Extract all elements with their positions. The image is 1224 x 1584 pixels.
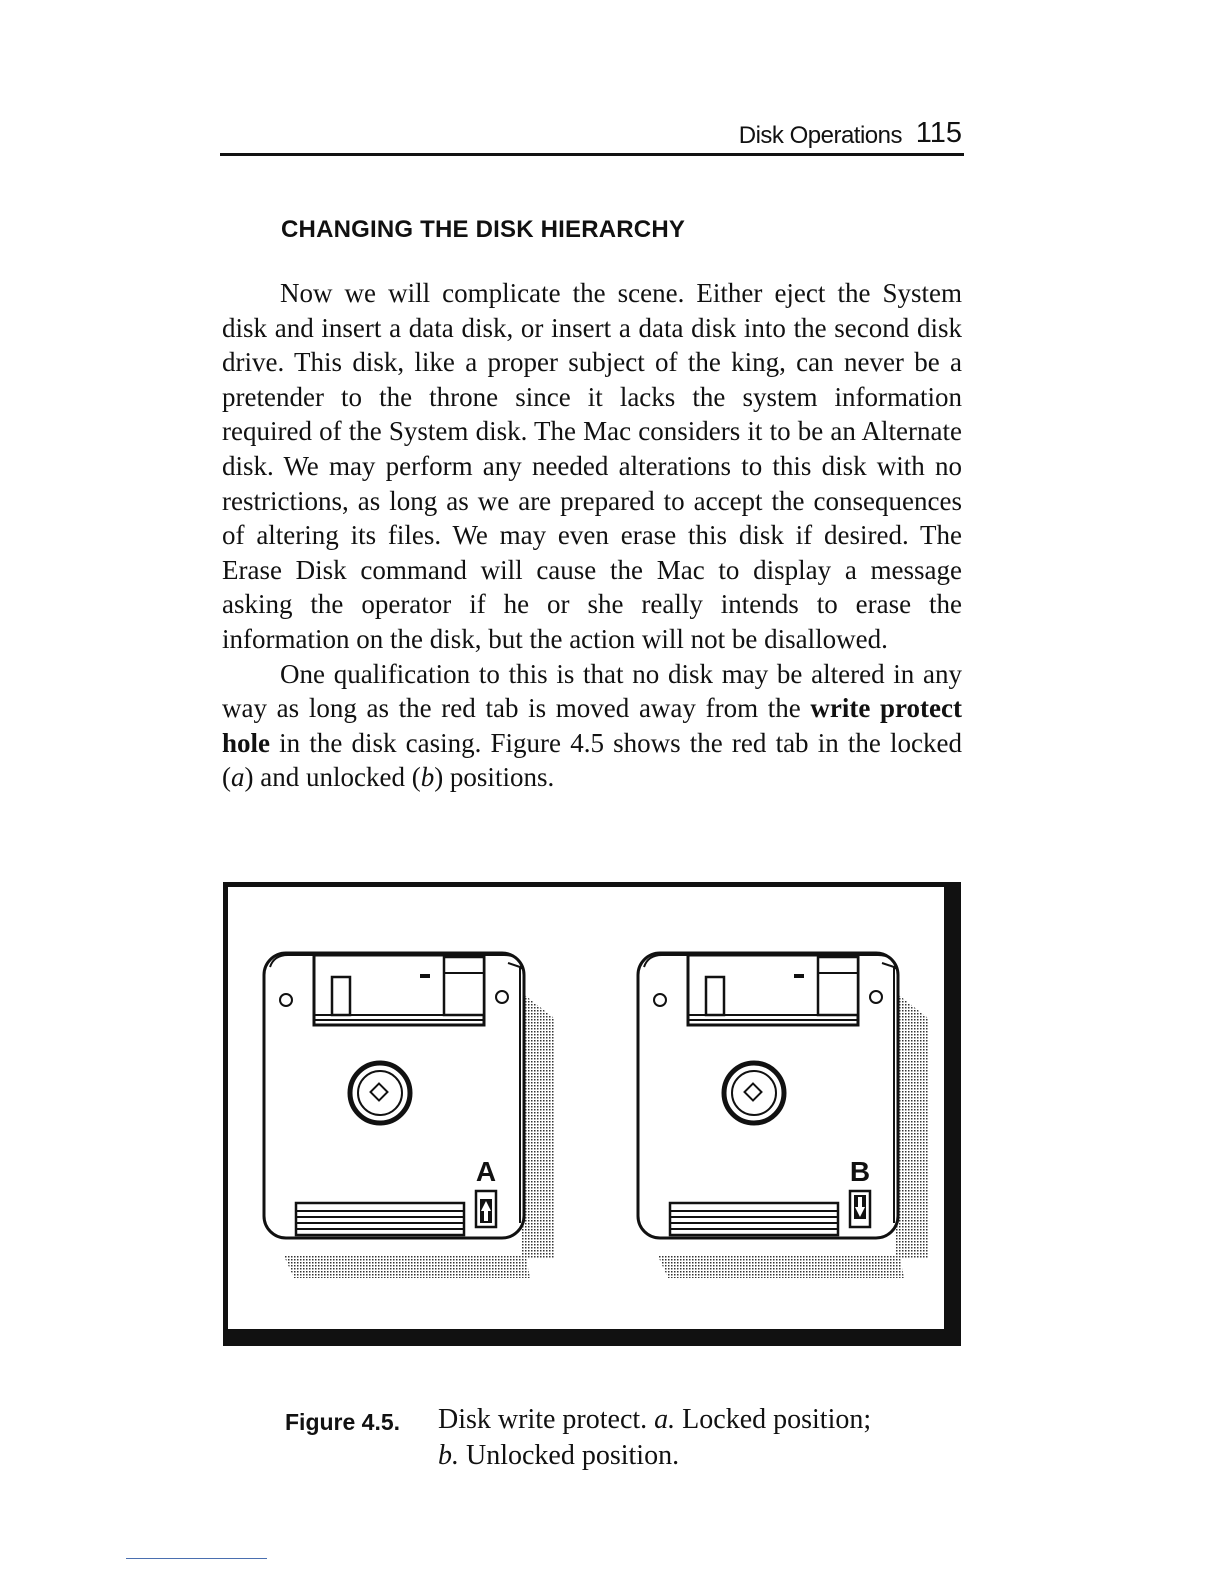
disk-b-write-protect-tab-icon <box>850 1191 870 1227</box>
text-run: One qualification to this is that no disk may be altered in any way as long as the red tab is moved away from the <box>222 658 962 724</box>
paragraph <box>222 657 962 795</box>
footnote-rule <box>126 1558 267 1559</box>
figure-illustration <box>228 887 944 1329</box>
disk-a-label-slot <box>296 1203 464 1235</box>
text-run: Disk write protect. <box>438 1404 655 1435</box>
text-run: ) positions. <box>434 762 555 793</box>
text-run: a. <box>654 1404 676 1435</box>
text-run: b. <box>438 1440 459 1471</box>
disk-a-label: A <box>475 1156 497 1187</box>
text-run: Locked position; <box>682 1404 872 1435</box>
text-run: b <box>420 762 435 793</box>
text-run: ) and unlocked ( <box>244 762 421 793</box>
caption-label: Figure 4.5. <box>285 1409 401 1435</box>
text-run: in the disk casing. Figure 4.5 shows the red tab in the locked ( <box>222 727 962 793</box>
body-text <box>222 276 962 795</box>
text-run: write protect hole <box>222 693 962 758</box>
disk-a-shutter-window <box>332 977 350 1015</box>
disk-b-illustration <box>638 953 928 1278</box>
disk-b-shutter-window <box>706 977 724 1015</box>
running-title: Disk Operations <box>738 122 902 149</box>
figure-frame <box>223 882 961 1346</box>
caption-text <box>438 1402 938 1474</box>
disk-b-hole-icon <box>654 994 666 1006</box>
paragraph <box>222 276 962 657</box>
text-run: a <box>231 762 245 793</box>
text-run: Now we will complicate the scene. Either eject the System disk and insert a data disk, or insert a data disk into the second disk drive. This disk, like a proper subject of the king, can never be a pretender to the throne since it lacks the system information required of the System disk. The Mac considers it to be an Alternate disk. We may perform any needed alterations to this disk with no restrictions, as long as we are prepared to accept the consequences of altering its files. We may even erase this disk if desired. The Erase Disk command will cause the Mac to display a message asking the operator if he or she really intends to erase the information on the disk, but the action will not be disallowed. <box>222 278 962 654</box>
disk-b-label-slot <box>670 1203 838 1235</box>
disk-a-illustration <box>264 953 554 1278</box>
disk-a-hole-icon <box>280 994 292 1006</box>
disk-a-write-protect-tab-icon <box>476 1191 496 1227</box>
section-heading: CHANGING THE DISK HIERARCHY <box>281 216 686 243</box>
text-run: Unlocked position. <box>459 1440 680 1471</box>
header-rule <box>220 153 964 156</box>
disk-b-label: B <box>849 1156 871 1187</box>
page-number: 115 <box>915 117 962 149</box>
running-head <box>220 114 964 154</box>
